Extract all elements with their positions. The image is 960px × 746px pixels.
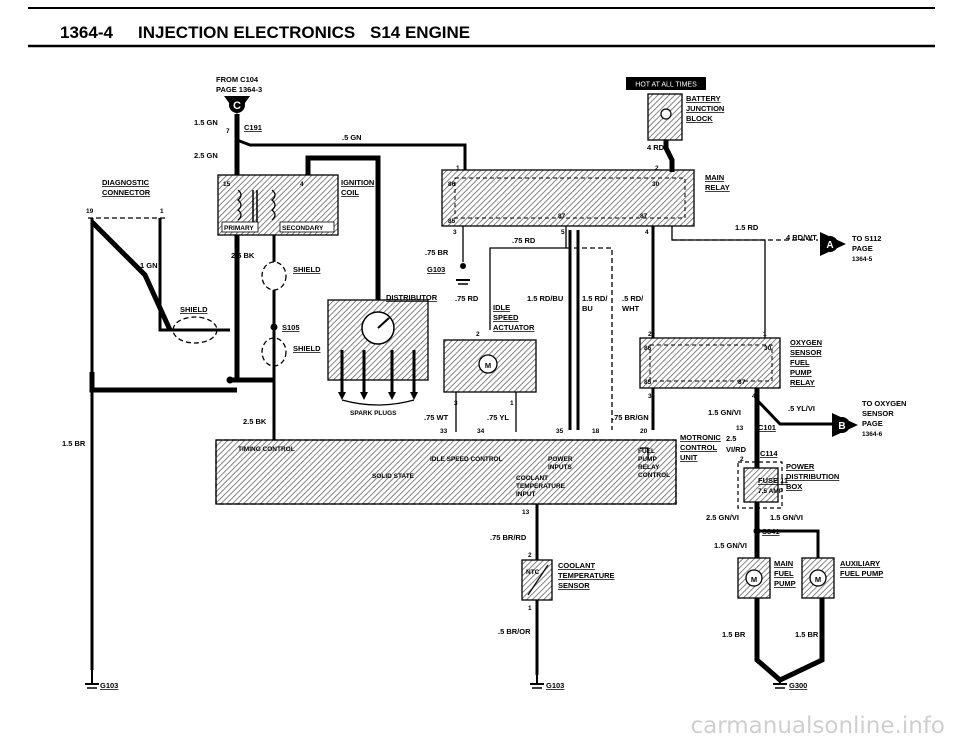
main-pump-label-1: MAIN xyxy=(774,559,794,568)
ground-g103-mid-label: G103 xyxy=(427,265,446,274)
wire-75brgn: .75 BR/GN xyxy=(612,413,649,422)
o2-label-1: OXYGEN xyxy=(790,338,823,347)
splice-left xyxy=(227,377,234,384)
coolant-label-1: COOLANT xyxy=(558,561,596,570)
ecu-power: POWER xyxy=(548,456,573,463)
pin-5-main: 5 xyxy=(561,229,565,236)
pin-86-main: 86 xyxy=(448,181,456,188)
wire-15gnvi-1: 1.5 GN/VI xyxy=(708,408,741,417)
connector-c101: C101 xyxy=(758,423,776,432)
wire-1-5gn: 1.5 GN xyxy=(194,118,218,127)
wire-rdwht-1: .5 RD/ xyxy=(622,294,644,303)
fuse-11-box xyxy=(744,468,778,502)
pin-2-idle: 2 xyxy=(476,331,480,338)
ground-g103-left xyxy=(85,670,99,688)
from-c104-page: PAGE 1364-3 xyxy=(216,85,263,94)
pin-30-o2: 30 xyxy=(764,345,772,352)
ecu-idle-speed-control: IDLE SPEED CONTROL xyxy=(430,456,503,463)
ground-g300 xyxy=(773,680,787,688)
wire-rdwht-2: WHT xyxy=(622,304,640,313)
power-dist-label-2: DISTRIBUTION xyxy=(786,472,840,481)
idle-label-3: ACTUATOR xyxy=(493,323,535,332)
idle-motor-label: M xyxy=(484,361,492,370)
pin-87-main-a: 87 xyxy=(558,213,566,220)
pin-20: 20 xyxy=(640,428,648,435)
wire-rdbu-1: 1.5 RD/BU xyxy=(527,294,564,303)
pin-1-main: 1 xyxy=(456,165,460,172)
fuse-amp-label: 7.5 AMP xyxy=(758,488,784,495)
wire-75rd-top: .75 RD xyxy=(512,236,536,245)
to-oxygen-3: PAGE xyxy=(862,419,883,428)
motronic-label-3: UNIT xyxy=(680,453,698,462)
connector-b-letter: B xyxy=(838,421,846,432)
to-oxygen-4: 1364-6 xyxy=(862,431,883,438)
ecu-timing-control: TIMING CONTROL xyxy=(238,446,295,453)
pin-2-main: 2 xyxy=(655,165,659,172)
junction-label: JUNCTION xyxy=(686,104,725,113)
to-oxygen-1: TO OXYGEN xyxy=(862,399,907,408)
coil-label-1: IGNITION xyxy=(341,178,375,187)
diag-label-2: CONNECTOR xyxy=(102,188,151,197)
wire-pump-grounds xyxy=(757,598,822,680)
idle-actuator-wires xyxy=(456,392,516,432)
ground-g103-mid xyxy=(456,263,470,284)
ground-g103-bottom-label: G103 xyxy=(546,681,565,690)
wire-75brrd: .75 BR/RD xyxy=(490,533,527,542)
ground-g300-label: G300 xyxy=(789,681,808,690)
wire-rdbu-3: BU xyxy=(582,304,593,313)
pin-4-main: 4 xyxy=(645,229,649,236)
o2-label-5: RELAY xyxy=(790,378,815,387)
wire-4rd-path xyxy=(666,140,672,172)
pin-3-idle: 3 xyxy=(454,400,458,407)
wire-25gnvi: 2.5 GN/VI xyxy=(706,513,739,522)
pin-3-main: 3 xyxy=(453,229,457,236)
wire-75rd-idle: .75 RD xyxy=(455,294,479,303)
coolant-label-3: SENSOR xyxy=(558,581,590,590)
o2-label-4: PUMP xyxy=(790,368,812,377)
ntc-label: NTC xyxy=(526,569,540,576)
pin-34: 34 xyxy=(477,428,485,435)
watermark: carmanualsonline.info xyxy=(690,713,945,739)
coolant-label-2: TEMPERATURE xyxy=(558,571,615,580)
wire-15br-b: 1.5 BR xyxy=(795,630,819,639)
motronic-label-1: MOTRONIC xyxy=(680,433,721,442)
page-number: 1364-4 xyxy=(60,23,113,42)
wire-1-5rd-path xyxy=(672,226,765,340)
wire-5ylvi: .5 YL/VI xyxy=(788,404,815,413)
ecu-temperature: TEMPERATURE xyxy=(516,483,565,490)
battery-label: BATTERY xyxy=(686,94,721,103)
main-pump-label-3: PUMP xyxy=(774,579,796,588)
ecu-inputs: INPUTS xyxy=(548,464,572,471)
coil-label-2: COIL xyxy=(341,188,359,197)
connector-c191: C191 xyxy=(244,123,262,132)
wire-shield-ground xyxy=(92,372,237,390)
pin-33: 33 xyxy=(440,428,448,435)
main-relay-label-1: MAIN xyxy=(705,173,725,182)
pin-35: 35 xyxy=(556,428,564,435)
wire-05gn: .5 GN xyxy=(342,133,362,142)
pin-87-main-b: 87 xyxy=(640,213,648,220)
to-oxygen-2: SENSOR xyxy=(862,409,894,418)
pin-2-o2: 2 xyxy=(648,331,652,338)
wire-green-main xyxy=(230,114,237,380)
wire-2-5gn: 2.5 GN xyxy=(194,151,218,160)
shield-top xyxy=(262,262,286,290)
pin-4-coil: 4 xyxy=(300,181,304,188)
wire-rdbu-2: 1.5 RD/ xyxy=(582,294,608,303)
block-label: BLOCK xyxy=(686,114,713,123)
wire-diag-diagonal xyxy=(92,222,170,330)
pin-2-c114: 2 xyxy=(740,456,744,463)
wire-75yl: .75 YL xyxy=(487,413,509,422)
from-c104-label: FROM C104 xyxy=(216,75,259,84)
wire-rdbu-dash xyxy=(566,248,612,430)
main-relay-label-2: RELAY xyxy=(705,183,730,192)
pin-1-idle: 1 xyxy=(510,400,514,407)
ecu-control: CONTROL xyxy=(638,472,671,479)
battery-junction-block xyxy=(648,94,682,140)
spark-plug-arrows xyxy=(338,392,418,400)
ground-g103-bottom xyxy=(530,675,544,688)
connector-c114: C114 xyxy=(760,449,778,458)
page-title: INJECTION ELECTRONICS xyxy=(138,23,356,42)
wire-75br: .75 BR xyxy=(425,248,449,257)
pin-30-main: 30 xyxy=(652,181,660,188)
wire-15gnvi-3: 1.5 GN/VI xyxy=(714,541,747,550)
main-pump-label-2: FUEL xyxy=(774,569,794,578)
wire-1-5br-left: 1.5 BR xyxy=(62,439,86,448)
engine-label: S14 ENGINE xyxy=(370,23,471,42)
diag-label-1: DIAGNOSTIC xyxy=(102,178,150,187)
ecu-solid-state: SOLID STATE xyxy=(372,473,415,480)
primary-label: PRIMARY xyxy=(224,225,254,232)
ecu-coolant: COOLANT xyxy=(516,475,549,482)
power-dist-label-3: BOX xyxy=(786,482,803,491)
splice-s105-label: S105 xyxy=(282,323,300,332)
pin-1-diag: 1 xyxy=(160,208,164,215)
wire-15br-a: 1.5 BR xyxy=(722,630,746,639)
ground-g103-left-label: G103 xyxy=(100,681,119,690)
wire-15gnvi-2: 1.5 GN/VI xyxy=(770,513,803,522)
o2-label-3: FUEL xyxy=(790,358,810,367)
ecu-input: INPUT xyxy=(516,491,536,498)
pin-13-ecu: 13 xyxy=(522,509,530,516)
ecu-relay: RELAY xyxy=(638,464,660,471)
power-dist-label-1: POWER xyxy=(786,462,815,471)
aux-pump-label-1: AUXILIARY xyxy=(840,559,881,568)
spark-plugs-label: SPARK PLUGS xyxy=(350,410,397,417)
spark-plug-brace xyxy=(342,400,414,405)
hot-badge-label: HOT AT ALL TIMES xyxy=(635,81,697,89)
pin-85-main: 85 xyxy=(448,218,456,225)
pin-1-o2: 1 xyxy=(763,331,767,338)
wire-75wt: .75 WT xyxy=(424,413,449,422)
pin-4-o2: 4 xyxy=(752,393,756,400)
secondary-label: SECONDARY xyxy=(282,225,324,232)
main-fuel-pump-m: M xyxy=(750,575,758,584)
wire-2-5bk-bottom: 2.5 BK xyxy=(243,417,267,426)
to-s112-label-3: 1364-5 xyxy=(852,256,873,263)
aux-pump-label-2: FUEL PUMP xyxy=(840,569,884,578)
pin-87-o2: 87 xyxy=(738,379,746,386)
splice-s105 xyxy=(271,324,278,331)
wire-virdl: VI/RD xyxy=(726,445,747,454)
shield-bottom-label: SHIELD xyxy=(293,344,321,353)
splice-s341-label: S341 xyxy=(762,527,780,536)
o2-label-2: SENSOR xyxy=(790,348,822,357)
wire-power-bundle xyxy=(570,230,578,430)
wire-1gn: 1 GN xyxy=(140,261,158,270)
distributor-label: DISTRIBUTOR xyxy=(386,293,438,302)
wire-1-5rd: 1.5 RD xyxy=(735,223,759,232)
wire-5bror: .5 BR/OR xyxy=(498,627,531,636)
pin-85-o2: 85 xyxy=(644,379,652,386)
fuse-11-label: FUSE 11 xyxy=(758,476,789,485)
pin-7: 7 xyxy=(226,128,230,135)
wire-4rdwt: 4 RD/WT xyxy=(786,233,817,242)
idle-label-1: IDLE xyxy=(493,303,511,312)
ecu-fuel: FUEL xyxy=(638,448,655,455)
to-s112-label-2: PAGE xyxy=(852,244,873,253)
pin-13-c101: 13 xyxy=(736,425,744,432)
motronic-label-2: CONTROL xyxy=(680,443,718,452)
aux-fuel-pump-m: M xyxy=(814,575,822,584)
pin-3-o2: 3 xyxy=(648,393,652,400)
wire-4rd: 4 RD xyxy=(647,143,665,152)
connector-a-letter: A xyxy=(826,240,834,251)
wire-25: 2.5 xyxy=(726,434,737,443)
ecu-pump: PUMP xyxy=(638,456,657,463)
pin-19: 19 xyxy=(86,208,94,215)
to-s112-label-1: TO S112 xyxy=(852,234,882,243)
pin-2-coolant: 2 xyxy=(528,552,532,559)
pin-15: 15 xyxy=(223,181,231,188)
pin-18: 18 xyxy=(592,428,600,435)
pin-1-coolant: 1 xyxy=(528,605,532,612)
pin-86-o2: 86 xyxy=(644,345,652,352)
shield-left-label: SHIELD xyxy=(180,305,208,314)
connector-c-letter: C xyxy=(233,100,241,112)
shield-top-label: SHIELD xyxy=(293,265,321,274)
wire-2-5bk-top: 2.5 BK xyxy=(231,251,255,260)
idle-label-2: SPEED xyxy=(493,313,519,322)
